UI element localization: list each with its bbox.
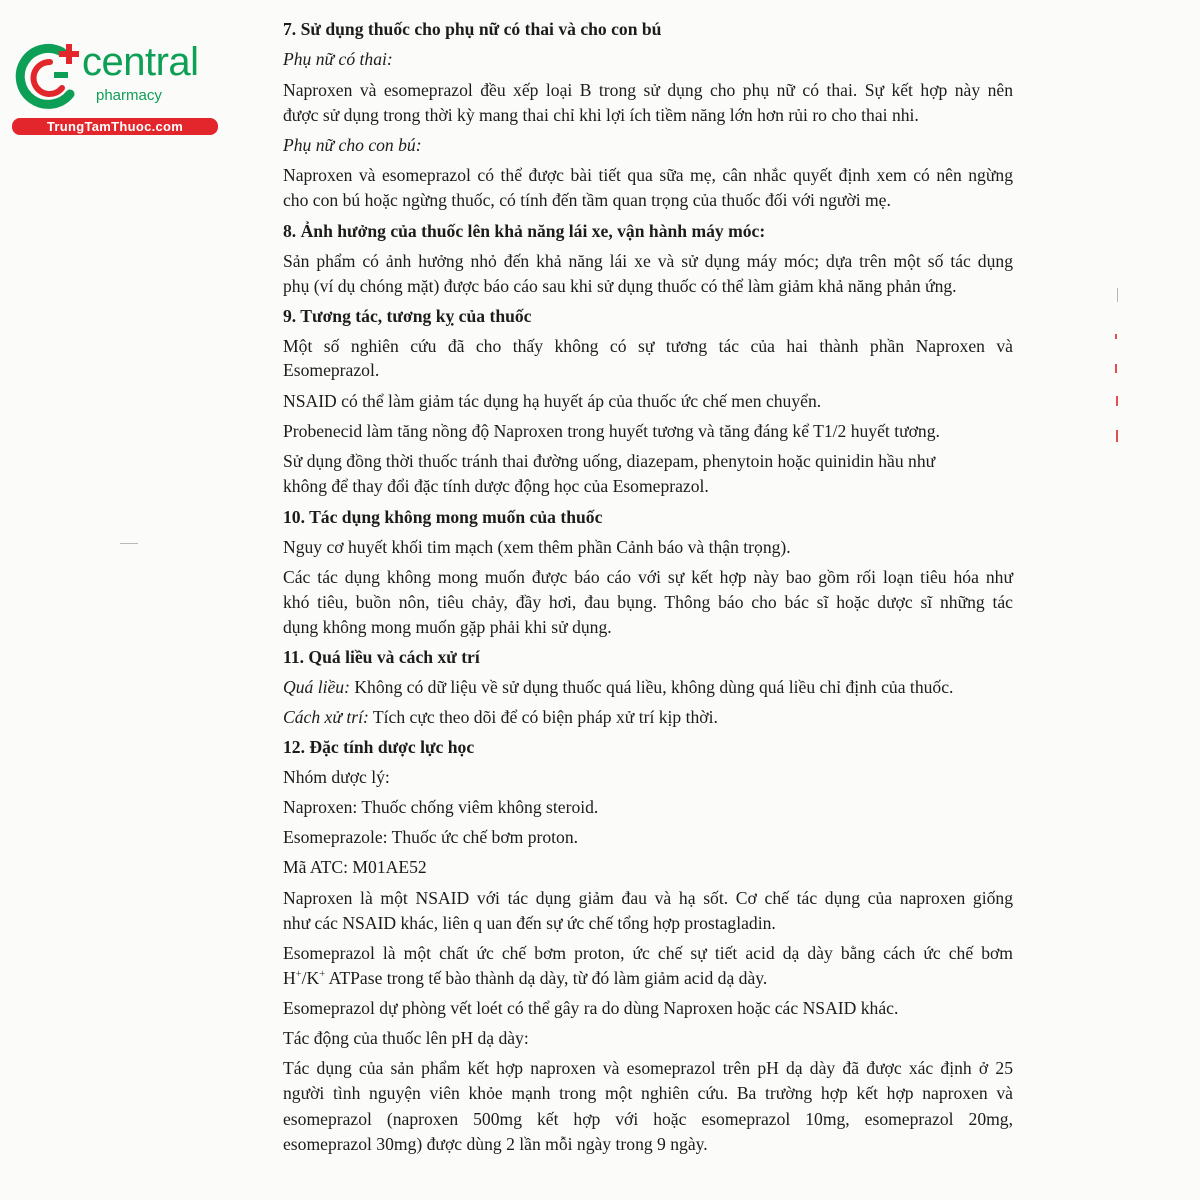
section-heading: 9. Tương tác, tương kỵ của thuốc [283,306,532,326]
paragraph-line: không để thay đổi đặc tính dược động học của Esomeprazol. [283,476,709,496]
treatment-text: Tích cực theo dõi để có biện pháp xử trí kịp thời. [368,707,718,727]
paragraph-line: người tình nguyện viên khỏe mạnh trong một nghiên cứu. Ba trường hợp kết hợp naproxen và [283,1083,1013,1103]
paragraph-line: được sử dụng trong thời kỳ mang thai chỉ khi lợi ích tiềm năng lớn hơn rủi ro cho thai nhi. [283,105,919,125]
paragraph-line: Esomeprazol là một chất ức chế bơm proton, ức chế sự tiết acid dạ dày bằng cách ức chế bơm [283,943,1013,963]
paragraph-line: như các NSAID khác, liên q uan đến sự ức chế tổng hợp prostagladin. [283,913,776,933]
logo-brand-name: central [82,40,199,84]
paragraph-line: dụng không mong muốn gặp phải khi sử dụng. [283,617,612,637]
paragraph-line: Các tác dụng không mong muốn được báo cáo với sự kết hợp này bao gồm rối loạn tiêu hóa như [283,567,1013,587]
formula-rest: ATPase trong tế bào thành dạ dày, từ đó làm giảm acid dạ dày. [325,968,768,988]
paragraph-line: khó tiêu, buồn nôn, tiêu chảy, đầy hơi, đau bụng. Thông báo cho bác sĩ hoặc dược sĩ những tác [283,592,1013,612]
scan-mark [1117,288,1118,302]
logo-url-badge: TrungTamThuoc.com [12,118,218,135]
superscript-plus: + [319,969,326,981]
paragraph-line: Naproxen và esomeprazol đều xếp loại B trong sử dụng cho phụ nữ có thai. Sự kết hợp này nên [283,80,1013,100]
scan-mark [1115,334,1117,339]
paragraph-line: Naproxen và esomeprazol có thể được bài tiết qua sữa mẹ, cân nhắc quyết định xem có nên ngừng [283,165,1013,185]
paragraph-line: phụ (ví dụ chóng mặt) được báo cáo sau khi sử dụng thuốc có thể làm giảm khả năng phản ứng. [283,276,957,296]
section-heading: 8. Ảnh hưởng của thuốc lên khả năng lái xe, vận hành máy móc: [283,221,766,241]
scan-mark [1115,364,1117,373]
formula-k: /K [301,968,320,988]
paragraph-line: Mã ATC: M01AE52 [283,857,427,877]
section-heading: 10. Tác dụng không mong muốn của thuốc [283,507,603,527]
paragraph-line: Sản phẩm có ảnh hưởng nhỏ đến khả năng lái xe và sử dụng máy móc; dựa trên một số tác dụng [283,251,1013,271]
paragraph-line: esomeprazol 30mg) được dùng 2 lần mỗi ngày trong 9 ngày. [283,1134,708,1154]
subheading: Phụ nữ có thai: [283,49,393,69]
paragraph-line [283,705,718,730]
paragraph-line: cho con bú hoặc ngừng thuốc, có tính đến tầm quan trọng của thuốc đối với người mẹ. [283,190,891,210]
paragraph-line: esomeprazol (naproxen 500mg kết hợp với hoặc esomeprazol 10mg, esomeprazol 20mg, [283,1109,1013,1129]
paragraph-line: Esomeprazol dự phòng vết loét có thể gây ra do dùng Naproxen hoặc các NSAID khác. [283,998,899,1018]
paragraph-line: Probenecid làm tăng nồng độ Naproxen trong huyết tương và tăng đáng kể T1/2 huyết tương. [283,421,940,441]
logo-subtitle: pharmacy [96,87,162,104]
scan-mark [1116,430,1118,442]
section-heading: 12. Đặc tính dược lực học [283,737,475,757]
overdose-text: Không có dữ liệu về sử dụng thuốc quá liều, không dùng quá liều chỉ định của thuốc. [349,677,954,697]
paragraph-line [283,675,953,700]
paragraph-line: Esomeprazol. [283,360,380,380]
paragraph-line: Một số nghiên cứu đã cho thấy không có sự tương tác của hai thành phần Naproxen và [283,336,1013,356]
paragraph-line: Tác dụng của sản phẩm kết hợp naproxen và esomeprazol trên pH dạ dày đã được xác định ở 25 [283,1058,1013,1078]
section-heading: 11. Quá liều và cách xử trí [283,647,480,667]
section-heading: 7. Sử dụng thuốc cho phụ nữ có thai và cho con bú [283,19,662,39]
paragraph-line [283,966,767,991]
formula-h: H [283,968,296,988]
superscript-plus: + [295,969,302,981]
paragraph-line: Sử dụng đồng thời thuốc tránh thai đường uống, diazepam, phenytoin hoặc quinidin hầu như [283,451,936,471]
scan-mark [1116,396,1118,406]
paragraph-line: Nguy cơ huyết khối tim mạch (xem thêm phần Cảnh báo và thận trọng). [283,537,791,557]
paragraph-line: Tác động của thuốc lên pH dạ dày: [283,1028,529,1048]
logo-c-plus-icon [10,38,90,118]
subheading: Phụ nữ cho con bú: [283,135,422,155]
scan-mark [120,543,138,544]
central-pharmacy-logo [10,38,215,138]
paragraph-line: Naproxen là một NSAID với tác dụng giảm đau và hạ sốt. Cơ chế tác dụng của naproxen giống [283,888,1013,908]
paragraph-line: Naproxen: Thuốc chống viêm không steroid. [283,797,599,817]
label-overdose: Quá liều: [283,677,350,697]
paragraph-line: NSAID có thể làm giảm tác dụng hạ huyết áp của thuốc ức chế men chuyển. [283,391,822,411]
paragraph-line: Nhóm dược lý: [283,767,390,787]
label-treatment: Cách xử trí: [283,707,369,727]
paragraph-line: Esomeprazole: Thuốc ức chế bơm proton. [283,827,579,847]
